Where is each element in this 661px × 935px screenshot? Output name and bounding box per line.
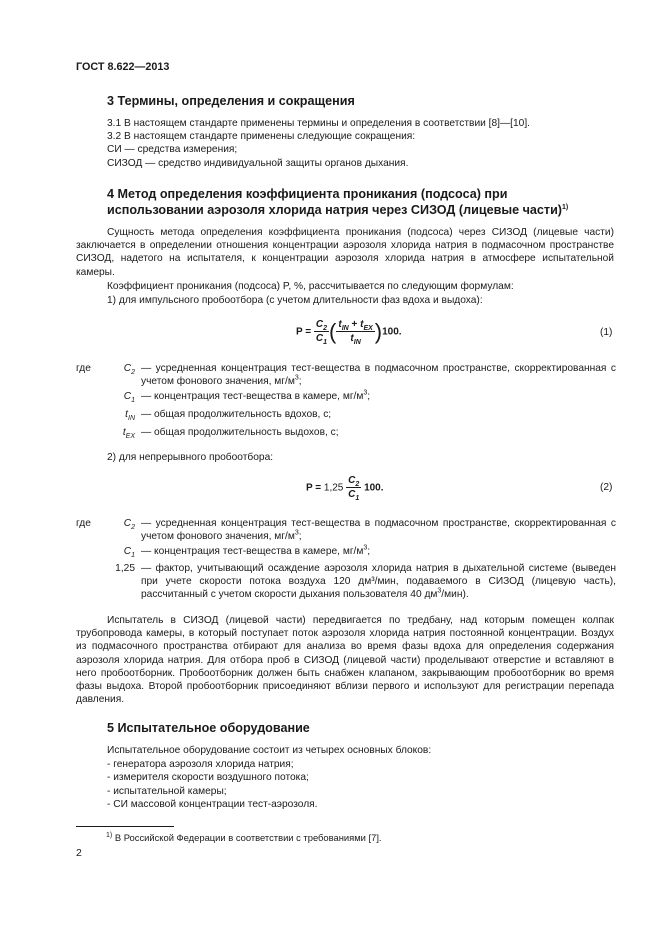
- symbol-tex: $t_{EX}$: [122, 427, 135, 441]
- formula-2-c2-sub: 2: [355, 481, 360, 488]
- definition-text: — общая продолжительность вдохов, с;: [141, 409, 332, 420]
- formula-1-tin: t: [338, 319, 342, 330]
- footnote-divider: [76, 826, 174, 827]
- formula-1-tex: t: [360, 319, 364, 330]
- formula-1-tin-denominator: t: [350, 333, 354, 345]
- where-1-row-2: [76, 390, 616, 403]
- symbol-c1: $C_1$: [123, 546, 135, 560]
- tester-paragraph: Испытатель в СИЗОД (лицевой части) передвигается по тредбану, над которым помещен колпак трубопровода камеры, в который поступает поток аэрозоля хлорида натрия постоянной концентрации. Воздух из подмасочного пространства отбирают для анализа во время фазы вдоха для определения содержания аэрозоля хлорида натрия. Для отбора проб в СИЗОД (лицевой части) проделывают отверстие и вставляют в него пробоотборник. Пробоотборник должен быть снабжен клапаном, закрывающим пробоотборник во время фазы выдоха. Второй пробоотборник присоединяют вблизи первого и используют для регистрации перепада давления.: [76, 615, 614, 706]
- where-1-row-4: [76, 426, 616, 439]
- formula-2-c2: C: [348, 475, 356, 486]
- section-5-intro: Испытательное оборудование состоит из четырех основных блоков:: [107, 745, 432, 756]
- formula-1: [296, 318, 402, 345]
- formula-1-ratio: [314, 318, 329, 345]
- formula-1-time-ratio: [336, 318, 374, 345]
- formula-2-c1-sub: 1: [355, 495, 360, 503]
- list-item: - измерителя скорости воздушного потока;: [107, 772, 309, 783]
- symbol-c2: $C_2$: [123, 363, 135, 377]
- left-paren: (: [329, 319, 337, 345]
- section-4-intro: Сущность метода определения коэффициента проникания (подсоса) через СИЗОД (лицевые части) заключается в определении отношения концентрации аэрозоля хлорида натрия в подмасочном пространстве СИЗОД, надетого на испытателя, к концентрации аэрозоля хлорида натрия в атмосфере испытательной камеры.: [76, 227, 614, 278]
- where-label: где: [76, 518, 91, 529]
- formula-1-c1: C: [315, 333, 324, 345]
- section-3-p2: 3.2 В настоящем стандарте применены следующие сокращения:: [107, 131, 416, 142]
- section-3-p1: 3.1 В настоящем стандарте применены термины и определения в соответствии [8]—[10].: [107, 118, 530, 129]
- definition-text: — концентрация тест-вещества в камере, $мг/м^3$;: [141, 389, 371, 402]
- formula-1-c2-sub: 2: [323, 325, 328, 332]
- abbreviation-si: СИ — средства измерения;: [107, 144, 238, 155]
- section-4-title-text: использовании аэрозоля хлорида натрия через СИЗОД (лицевые части): [107, 203, 563, 217]
- definition-text: — усредненная концентрация тест-вещества в подмасочном пространстве, скорректированная с учетом фонового значения, $мг/м^3$;: [141, 363, 616, 388]
- formula-2-lhs: P =: [306, 482, 322, 494]
- page-number: 2: [76, 847, 82, 859]
- case-2-label: 2) для непрерывного пробоотбора:: [107, 452, 274, 463]
- definition-text: — общая продолжительность выдохов, с;: [141, 427, 339, 438]
- where-label-empty: [76, 545, 106, 558]
- footnote: [106, 831, 382, 844]
- section-4-title-line-1: 4 Метод определения коэффициента проникания (подсоса) при: [107, 187, 508, 201]
- formula-1-mult: 100.: [382, 326, 402, 338]
- coefficient-line: Коэффициент проникания (подсоса) P, %, рассчитывается по следующим формулам:: [107, 281, 514, 292]
- where-1-row-1: [76, 362, 616, 388]
- where-label-empty: [76, 390, 106, 403]
- formula-1-number: (1): [600, 327, 613, 338]
- where-label-empty: [76, 562, 106, 602]
- formula-1-tin-sub: IN: [341, 325, 349, 332]
- section-5-title: 5 Испытательное оборудование: [107, 721, 310, 735]
- footnote-mark: 1): [106, 831, 113, 839]
- footnote-ref: 1): [562, 203, 569, 211]
- where-2-row-1: [76, 517, 616, 543]
- where-label-empty: [76, 426, 106, 439]
- symbol-c1: $C_1$: [123, 391, 135, 405]
- formula-1-c1-sub: 1: [323, 339, 328, 347]
- formula-1-c2: C: [315, 319, 324, 330]
- where-label: где: [76, 363, 91, 374]
- formula-2-c1: C: [348, 489, 356, 501]
- list-item: - СИ массовой концентрации тест-аэрозоля.: [107, 799, 318, 810]
- section-4-title-line-2: [107, 202, 568, 218]
- list-item: - генератора аэрозоля хлорида натрия;: [107, 759, 294, 770]
- case-1-label: 1) для импульсного пробоотбора (с учетом длительности фаз вдоха и выдоха):: [107, 295, 483, 306]
- where-label-empty: [76, 408, 106, 421]
- formula-1-tex-sub: EX: [363, 325, 373, 332]
- formula-1-tin-denominator-sub: IN: [353, 339, 361, 347]
- factor-value: 1,25: [115, 563, 135, 574]
- document-header: ГОСТ 8.622—2013: [76, 61, 170, 73]
- formula-1-lhs: P =: [296, 326, 312, 338]
- footnote-text: В Российской Федерации в соответствии с требованиями [7].: [112, 832, 382, 843]
- section-3-title: 3 Термины, определения и сокращения: [107, 94, 355, 108]
- formula-2-mult: 100.: [364, 482, 384, 494]
- list-item: - испытательной камеры;: [107, 786, 227, 797]
- symbol-c2: $C_2$: [123, 518, 135, 532]
- formula-1-plus: +: [351, 319, 358, 330]
- abbreviation-sizod: СИЗОД — средство индивидуальной защиты органов дыхания.: [107, 158, 409, 169]
- formula-2-number: (2): [600, 482, 613, 493]
- where-2-row-2: [76, 545, 616, 558]
- definition-text: — фактор, учитывающий осаждение аэрозоля хлорида натрия в дыхательной системе (выведен при учете скорости потока воздуха 120 дм³/мин, подаваемого в СИЗОД (лицевую часть), рассчитанный с учетом скорости дыхания пользователя 40 $дм^3/мин$).: [141, 563, 616, 601]
- formula-2: [306, 474, 384, 501]
- where-2-row-3: [76, 562, 616, 602]
- where-1-row-3: [76, 408, 616, 421]
- definition-text: — концентрация тест-вещества в камере, $мг/м^3$;: [141, 544, 371, 557]
- right-paren: ): [374, 319, 383, 345]
- formula-2-coef: 1,25: [323, 482, 344, 494]
- definition-text: — усредненная концентрация тест-вещества в подмасочном пространстве, скорректированная с учетом фонового значения, $мг/м^3$;: [141, 518, 616, 543]
- symbol-tin: $t_{IN}$: [125, 409, 135, 423]
- formula-2-ratio: [346, 474, 361, 501]
